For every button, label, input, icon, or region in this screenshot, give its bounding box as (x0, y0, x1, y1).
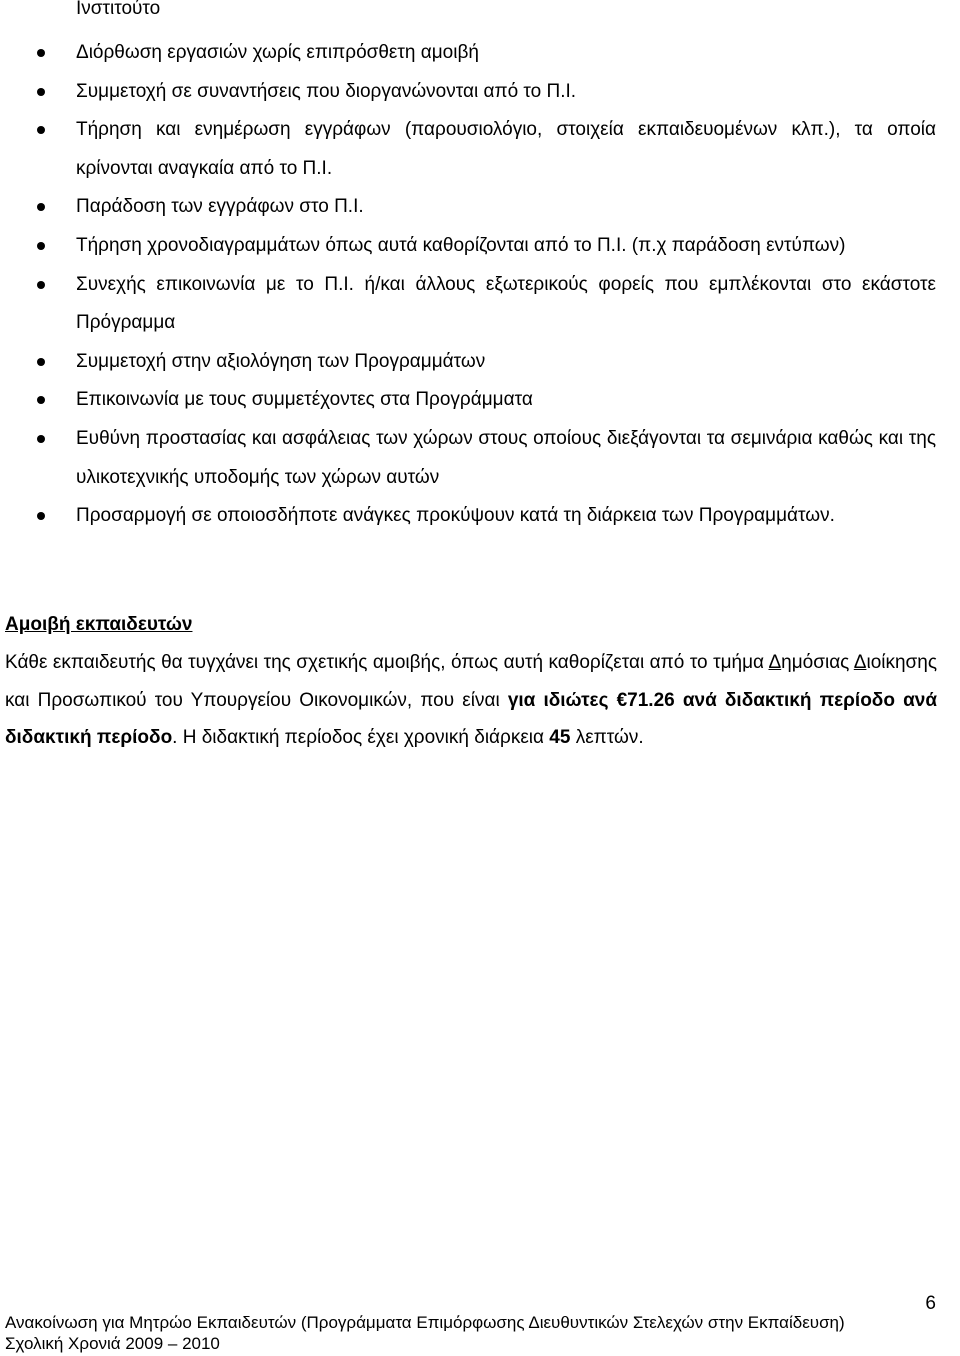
list-item: Συμμετοχή στην αξιολόγηση των Προγραμμάτων (0, 343, 936, 382)
bullet-icon (37, 126, 45, 134)
bullet-icon (37, 88, 45, 96)
bullet-icon (37, 242, 45, 250)
duties-list (0, 34, 940, 536)
bullet-icon (37, 512, 45, 520)
bullet-icon (37, 49, 45, 57)
list-item: Ευθύνη προστασίας και ασφάλειας των χώρων στους οποίους διεξάγονται τα σεμινάρια καθώς και της υλικοτεχνικής υποδομής των χώρων αυτών (0, 420, 936, 497)
page-number: 6 (925, 1293, 936, 1314)
list-item: Τήρηση χρονοδιαγραμμάτων όπως αυτά καθορίζονται από το Π.Ι. (π.χ παράδοση εντύπων) (0, 227, 936, 266)
bullet-icon (37, 435, 45, 443)
page-footer (5, 1312, 945, 1354)
bullet-icon (37, 358, 45, 366)
list-item: Συνεχής επικοινωνία με το Π.Ι. ή/και άλλους εξωτερικούς φορείς που εμπλέκονται στο εκάστοτε Πρόγραμμα (0, 266, 936, 343)
list-item: Επικοινωνία με τους συμμετέχοντες στα Προγράμματα (0, 381, 936, 420)
list-item: Διόρθωση εργασιών χωρίς επιπρόσθετη αμοιβή (0, 34, 936, 73)
bullet-icon (37, 396, 45, 404)
bullet-icon (37, 203, 45, 211)
footer-year: Σχολική Χρονιά 2009 – 2010 (5, 1334, 220, 1353)
list-item: Συμμετοχή σε συναντήσεις που διοργανώνονται από το Π.Ι. (0, 73, 936, 112)
duration-value: 45 (549, 727, 571, 749)
section-paragraph: Κάθε εκπαιδευτής θα τυγχάνει της σχετικής αμοιβής, όπως αυτή καθορίζεται από το τμήμα Δημόσιας Διοίκησης και Προσωπικού του Υπουργείου Οικονομικών, που είναι για ιδιώτες €71.26 ανά διδακτική περίοδο ανά διδακτική περίοδο. Η διδακτική περίοδος έχει χρονική διάρκεια 45 λεπτών. (5, 652, 937, 749)
fee-amount: για ιδιώτες €71.26 ανά διδακτική περίοδο ανά διδακτική περίοδο (5, 689, 937, 749)
list-item: Τήρηση και ενημέρωση εγγράφων (παρουσιολόγιο, στοιχεία εκπαιδευομένων κλπ.), τα οποία κρίνονται αναγκαία από το Π.Ι. (0, 111, 936, 188)
continued-text: Ινστιτούτο (76, 0, 161, 19)
section-heading: Αμοιβή εκπαιδευτών (5, 614, 193, 635)
list-item: Προσαρμογή σε οποιοσδήποτε ανάγκες προκύψουν κατά τη διάρκεια των Προγραμμάτων. (0, 497, 936, 536)
fee-section (5, 606, 937, 757)
footer-title: Ανακοίνωση για Μητρώο Εκπαιδευτών (Προγράμματα Επιμόρφωσης Διευθυντικών Στελεχών στην Εκπαίδευση) (5, 1313, 845, 1332)
bullet-icon (37, 281, 45, 289)
list-item: Παράδοση των εγγράφων στο Π.Ι. (0, 188, 936, 227)
